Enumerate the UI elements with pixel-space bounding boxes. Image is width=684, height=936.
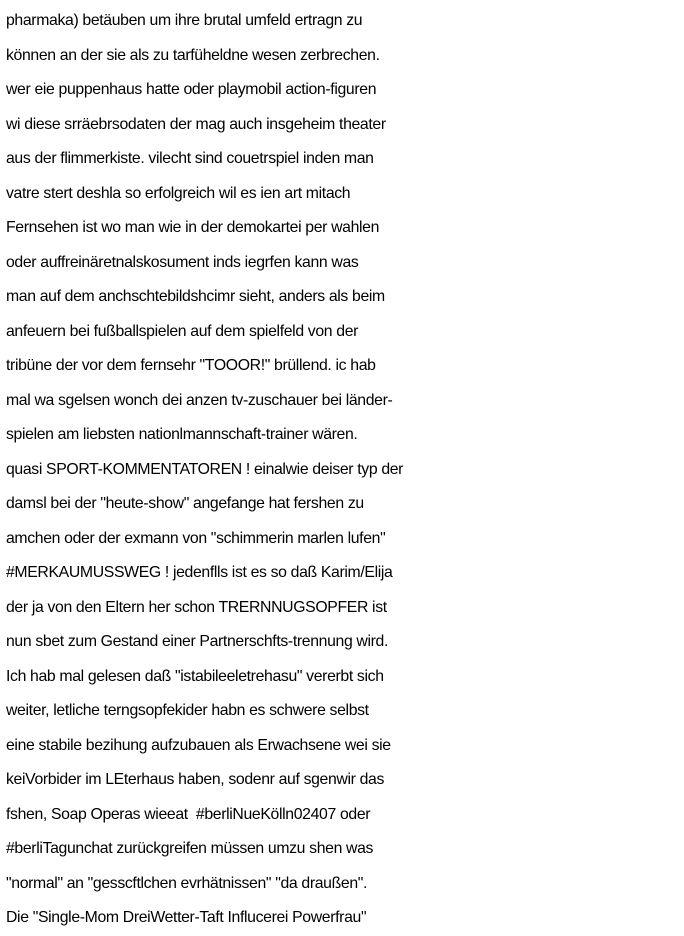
text-line-23: keiVorbider im LEterhaus haben, sodenr auf sgenwir das [6, 771, 385, 788]
text-line-13: spielen am liebsten nationlmannschaft-trainer wären. [6, 426, 358, 443]
text-line-5: aus der flimmerkiste. vilecht sind couetrspiel inden man [6, 150, 374, 167]
text-line-17: #MERKAUMUSSWEG ! jedenflls ist es so daß Karim/Elija [6, 564, 393, 581]
text-line-26: "normal" an "gesscftlchen evrhätnissen" "da draußen". [6, 874, 368, 892]
text-line-19: nun sbet zum Gestand einer Partnerschfts-trennung wird. [6, 633, 389, 650]
text-line-11: tribüne der vor dem fernsehr "TOOOR!" brüllend. ic hab [6, 357, 376, 374]
text-line-25: #berliTagunchat zurückgreifen müssen umzu shen was [6, 840, 374, 857]
text-line-8: oder auffreinäretnalskosument inds iegrfen kann was [6, 253, 359, 271]
text-line-16: amchen oder der exmann von "schimmerin marlen lufen" [6, 529, 386, 547]
text-line-15: damsl bei der "heute-show" angefange hat fershen zu [6, 495, 364, 512]
text-line-12: mal wa sgelsen wonch dei anzen tv-zuschauer bei länder- [6, 391, 393, 409]
text-line-9: man auf dem anchschtebildshcimr sieht, anders als beim [6, 288, 385, 305]
text-line-7: Fernsehen ist wo man wie in der demokartei per wahlen [6, 219, 380, 236]
text-line-10: anfeuern bei fußballspielen auf dem spielfeld von der [6, 322, 359, 340]
text-line-20: Ich hab mal gelesen daß "istabileeletrehasu" vererbt sich [6, 667, 384, 685]
text-line-3: wer eie puppenhaus hatte oder playmobil action-figuren [6, 81, 377, 98]
text-line-24: fshen, Soap Operas wieeat #berliNueKölln02407 oder [6, 805, 371, 823]
text-line-21: weiter, letliche terngsopfekider habn es schwere selbst [6, 702, 369, 719]
text-line-2: können an der sie als zu tarfüheldne wesen zerbrechen. [6, 46, 380, 64]
text-line-14: quasi SPORT-KOMMENTATOREN ! einalwie deiser typ der [6, 460, 404, 478]
text-line-22: eine stabile bezihung aufzubauen als Erwachsene wei sie [6, 736, 391, 754]
text-line-18: der ja von den Eltern her schon TRERNNUGSOPFER ist [6, 598, 387, 616]
text-line-1: pharmaka) betäuben um ihre brutal umfeld ertragn zu [6, 12, 363, 29]
text-line-27: Die "Single-Mom DreiWetter-Taft Influcerei Powerfrau" [6, 909, 367, 926]
text-line-6: vatre stert deshla so erfolgreich wil es ien art mitach [6, 184, 351, 202]
text-line-4: wi diese srräebrsodaten der mag auch insgeheim theater [6, 115, 386, 133]
